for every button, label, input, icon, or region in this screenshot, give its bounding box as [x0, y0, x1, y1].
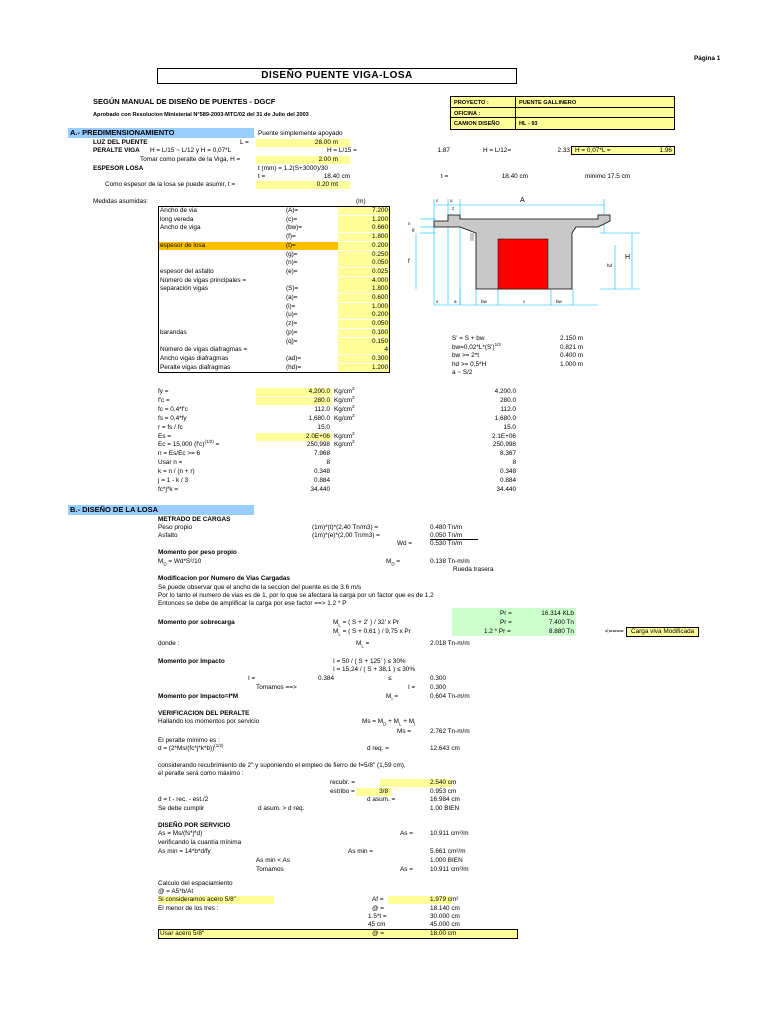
dim-name: Ancho vigas diafragmas	[160, 354, 229, 362]
support-note: Puente simplemente apoyado	[258, 130, 343, 137]
pr-value-3: 8.880 Tn	[548, 628, 574, 635]
espesor-asum-label: Como espesor de la losa se puede asumir, t =	[105, 181, 236, 188]
pr-value-2: 7.400 Tn	[548, 619, 574, 626]
dim-name: Ancho de via	[160, 207, 197, 214]
esp-final-box	[158, 929, 518, 939]
esp-header: Calculo del espaciamiento	[158, 880, 233, 887]
dim-value: 1.200	[372, 215, 388, 223]
diagram-label-g: g	[412, 227, 415, 232]
dim-name: espesor de losa	[160, 241, 206, 249]
esp-acero-label: Si consideramos acero 5/8"	[158, 896, 236, 903]
dim-name: Número de vigas principales =	[160, 276, 247, 284]
dim-value: 0.050	[372, 320, 388, 328]
derived-value: 0.821 m	[560, 343, 584, 351]
truck-value: HL - 93	[519, 121, 538, 127]
verif-ms-value: 2.762 Tn-m/m	[430, 728, 470, 735]
msob-header: Momento por sobrecarga	[158, 619, 235, 626]
recub-line1: considerando recubrimiento de 2" y suponiendo el empleo de fierro de f=5/8" (1,59 cm),	[158, 762, 406, 769]
modif-header: Modificacion por Numero de Vias Cargadas	[158, 575, 290, 582]
diagram-label-c: c	[436, 198, 439, 203]
dim-symbol: (c)=	[286, 215, 298, 223]
page-number: Página 1	[694, 55, 721, 62]
dim-name: espesor del asfalto	[160, 267, 214, 275]
dim-name: barandas	[160, 328, 187, 336]
peralte-take-label: Tomar como peralte de la Viga, H =	[140, 156, 241, 163]
peralte-h2-label: H = L/12=	[483, 147, 512, 154]
esp-45-value: 45.000 cm	[430, 921, 460, 928]
serv-tomamos-as-label: As =	[400, 866, 413, 873]
espesor-t2-label: t =	[441, 173, 449, 180]
metrado-row2-label: Asfalto	[158, 532, 178, 539]
metrado-row2-formula: (1m)*(e)*(2,00 Tn/m3) =	[312, 532, 380, 539]
dim-symbol: (f)=	[286, 233, 296, 241]
peralte-label: PERALTE VIGA	[93, 147, 140, 154]
property-value: 15.0	[317, 423, 330, 431]
peralte-expr: H = L/15 ~ L/12 y H = 0,07*L	[150, 147, 232, 154]
espesor-t2-value: 18.40 cm	[501, 173, 528, 180]
metrado-row2-value: 0.050 Tn/m	[430, 532, 463, 539]
property-label: n = Es/Ec >= 6	[158, 450, 201, 458]
property-label: j = 1 - k / 3	[158, 477, 189, 484]
mimp-le: ≤	[388, 675, 392, 682]
property-check-value: 4,200.0	[494, 388, 516, 395]
dim-symbol: (A)=	[286, 207, 299, 214]
mpp-header: Momento por peso propio	[158, 549, 237, 556]
approval-text: Aprobado con Resolucion Ministerial N°589-2003-MTC/02 del 31 de Julio del 2003	[93, 112, 309, 118]
mimp-formula-1: I = 50 / ( S + 125' ) ≤ 30%	[333, 658, 406, 665]
estribo-value: 0.953 cm	[430, 788, 457, 795]
property-label: Usar n =	[158, 459, 183, 467]
dim-value: 0.250	[372, 250, 388, 258]
derived-label: bw >= 2*t	[452, 352, 480, 360]
serv-asmin-value: 5.661 cm²/m	[430, 848, 466, 855]
property-unit: $Kg/cm^2$	[334, 394, 355, 404]
property-unit: $Kg/cm^2$	[334, 439, 355, 449]
dim-value: 0.200	[372, 311, 388, 319]
verif-line2: El peralte mínimo es :	[158, 737, 220, 744]
truck-label: CAMION DISEÑO	[454, 121, 500, 127]
espesor-asum-value: 0.20 mt	[256, 181, 350, 189]
pr-label-1: Pr =	[500, 610, 512, 617]
dim-name: long vereda	[160, 215, 194, 223]
esp-menor-label: El menor de los tres :	[158, 905, 219, 912]
property-check-value: 8.367	[500, 450, 516, 458]
diagram-label-bw: bw	[481, 299, 487, 304]
mimp-moment-label: Momento por Impacto=I*M	[158, 693, 239, 700]
luz-value: 28.00 m	[256, 139, 350, 147]
serv-asmin-label: As min =	[348, 848, 374, 855]
verif-formula: $Ms = M_D + M_L + M_I$	[362, 718, 416, 727]
section-a-title: A.- PREDIMENSIONAMIENTO	[70, 128, 175, 137]
property-label: r = fs / fc	[158, 423, 183, 431]
verif-line1: Hallando los momentos por servicio	[158, 718, 260, 725]
mimp-formula-2: I = 15,24 / ( S + 38,1 ) ≤ 30%	[333, 666, 416, 673]
metrado-wd-label: Wd =	[397, 540, 413, 547]
dim-value: 0.025	[372, 267, 388, 275]
metrado-header: METRADO DE CARGAS	[158, 516, 231, 523]
metrado-row1-value: 0.480 Tn/m	[430, 524, 463, 531]
d-asum-label: d asum. =	[367, 796, 396, 803]
derived-label: a ~ S/2	[452, 369, 473, 377]
modif-line2: Por lo tanto el numero de vias es de 1, por lo que se afectara la carga por un factor que es de 1.2	[158, 592, 434, 599]
derived-label: S' = S + bw	[452, 335, 485, 342]
dim-symbol: (t)=	[286, 241, 296, 249]
property-label: fc = 0,4*f'c	[158, 405, 188, 413]
property-label: Ec = 15,000 $(f'c)^{(1/2)}$ =	[158, 439, 220, 449]
property-label: k = n / (n + r)	[158, 468, 195, 476]
estribo-label: estribo =	[330, 788, 355, 795]
esp-af-label: Af =	[372, 896, 384, 903]
mimp-i-result-label: I =	[408, 684, 416, 691]
dim-symbol: (e)=	[286, 267, 298, 275]
metrado-row1-label: Peso propio	[158, 524, 193, 531]
peralte-take-value: 2.00 m	[256, 156, 350, 164]
dim-value: 1.800	[372, 233, 388, 241]
mimp-i-label: I =	[248, 675, 256, 682]
metrado-row1-formula: (1m)*(t)*(2,40 Tn/m3) =	[312, 524, 379, 531]
mimp-i-result-value: 0.300	[430, 684, 446, 691]
luz-label: LUZ DEL PUENTE	[93, 139, 148, 146]
property-value: 4,200.0	[256, 388, 332, 396]
property-label: fy =	[158, 388, 169, 395]
modif-line3: Entonces se debe de amplificar la carga por ese factor ==> 1.2 * P	[158, 600, 347, 607]
serv-as-value: 10.911 cm²/m	[430, 830, 469, 837]
dim-symbol: (z)=	[286, 320, 298, 328]
dim-symbol: (S)=	[286, 285, 299, 293]
espesor-min: minimo 17.5 cm	[585, 173, 631, 180]
derived-value: 2.150 m	[560, 335, 584, 342]
msob-donde: donde :	[158, 640, 180, 647]
property-value: 1,680.0	[308, 414, 330, 422]
serv-formula: As = Ms/(fs*j*d)	[158, 830, 203, 837]
property-label: fs = 0,4*fy	[158, 414, 187, 422]
d-formula: d = t - rec. - est./2	[158, 796, 209, 803]
dim-value: 0.200	[372, 241, 388, 249]
property-check-value: 112.0	[500, 405, 516, 413]
property-unit: $Kg/cm^2$	[334, 403, 355, 413]
verif-ms-label: Ms =	[397, 728, 412, 735]
mpp-formula: $M_D = Wd*S^2/10$	[158, 558, 202, 567]
property-value: 280.0	[256, 397, 332, 405]
diagram-label-z: z	[452, 206, 455, 211]
msob-result-value: 2.018 Tn-m/m	[430, 640, 470, 647]
pr-label-3: 1.2 * Pr =	[484, 628, 511, 635]
derived-label: hd >= 0,5*H	[452, 360, 487, 368]
document-title: DISEÑO PUENTE VIGA-LOSA	[157, 68, 517, 84]
esp-at-label: @ =	[372, 905, 384, 912]
property-value: 34.440	[310, 485, 330, 493]
diagram-label-u: u	[450, 198, 453, 203]
property-value: 112.0	[314, 405, 330, 413]
serv-asmin-formula: As min = 14*b*d/fy	[158, 848, 211, 855]
property-unit: $Kg/cm^2$	[334, 385, 355, 395]
dim-value: 4.000	[372, 276, 388, 284]
derived-value: 1.000 m	[560, 360, 584, 368]
espesor-formula: t (mm) = 1.2(S+3000)/30	[258, 165, 328, 172]
property-value: 8	[326, 459, 330, 467]
check-result: 1.00 BIEN	[430, 805, 460, 812]
verif-formula-2: $d = (2*Ms/(fc*j*k*b))^{(1/2)}$	[158, 742, 224, 752]
recub-value: 2.540 cm	[430, 779, 457, 786]
diagram-label-a: A	[520, 197, 525, 204]
luz-symbol: L =	[240, 139, 249, 146]
dim-value: 0.050	[372, 259, 388, 267]
property-check-value: 1,680.0	[494, 414, 516, 422]
serv-tomamos-as-value: 10.911 cm²/m	[430, 866, 469, 873]
dim-value: 7.200	[372, 207, 388, 214]
esp-af-value: 1.979 cm²	[430, 896, 459, 903]
dim-symbol: (n)=	[286, 259, 298, 267]
mimp-moment-result-label: $M_I$ =	[386, 693, 399, 702]
dim-name: separación vigas	[160, 285, 208, 293]
property-check-value: 8	[512, 459, 516, 467]
esp-final-at-label: @ =	[372, 930, 384, 937]
diagram-label-s: s	[436, 299, 439, 304]
section-b-title: B.- DISEÑO DE LA LOSA	[70, 505, 159, 514]
peralte-h1-label: H = L/15 =	[327, 147, 357, 154]
dim-value: 0.600	[372, 294, 388, 301]
diagram-label-f: f	[408, 259, 410, 265]
property-check-value: 2.1E+06	[492, 432, 516, 440]
medidas-label: Medidas asumidas:	[93, 198, 149, 205]
esp-15t-label: 1.5*t =	[368, 913, 387, 920]
msob-formula-2: $M_L$ = ( S + 0,61 ) / 9,75 x Pr	[333, 628, 411, 637]
peralte-h1-value: 1.87	[437, 147, 450, 154]
serv-compare: As min < As	[256, 857, 290, 864]
estribo-fraction: 3/8	[356, 788, 392, 796]
bridge-cross-section-diagram	[400, 193, 650, 313]
property-label: fc*j*k =	[158, 485, 179, 493]
property-check-value: 0.348	[500, 468, 516, 476]
modif-line1: Se puede observar que el ancho de la seccion del puente es de 3.6 m/s	[158, 584, 362, 591]
esp-at-value: 18.140 cm	[430, 905, 460, 912]
dim-symbol: (p)=	[286, 328, 298, 336]
property-value: 0.348	[314, 468, 330, 476]
mimp-moment-result-value: 0.604 Tn-m/m	[430, 693, 470, 700]
serv-header: DISEÑO POR SERVICIO	[158, 822, 231, 829]
dim-value: 1.200	[372, 363, 388, 371]
verif-header: VERIFICACION DEL PERALTE	[158, 710, 250, 717]
dim-name: Peralte vigas diafragmas	[160, 363, 231, 371]
msob-formula-1: $M_L$ = ( S + 2' ) / 32' x Pr	[333, 619, 400, 628]
serv-compare-result: 1.000 BIEN	[430, 857, 463, 864]
medidas-unit: (m)	[356, 198, 366, 205]
serv-verify-label: verificando la cuantía mínima	[158, 839, 242, 846]
dim-symbol: (ad)=	[286, 354, 302, 362]
check-label: Se debe cumplir	[158, 805, 205, 812]
dim-name: Número de vigas diafragmas =	[160, 346, 248, 354]
property-unit: $Kg/cm^2$	[334, 430, 355, 440]
project-value: PUENTE GALLINERO	[519, 100, 577, 106]
property-label: f'c =	[158, 396, 170, 404]
msob-result-label: $M_L$ =	[356, 640, 370, 649]
dim-symbol: (hd)=	[286, 363, 302, 371]
diagram-label-n: n	[408, 221, 411, 226]
dim-symbol: (u)=	[286, 311, 298, 319]
pr-label-2: Pr =	[500, 619, 512, 626]
mimp-i-value: 0.384	[318, 675, 334, 682]
pr-value-1: 16.314 KLb	[541, 610, 574, 617]
mimp-header: Momento por Impacto	[158, 658, 225, 665]
verif-dreq-value: 12.643 cm	[430, 745, 460, 752]
peralte-h2-value: 2.33	[557, 147, 570, 154]
diagram-label-a-small: a	[454, 299, 457, 304]
dim-symbol: (a)=	[286, 294, 298, 301]
recub-line2: el peralte será como máximo :	[158, 770, 244, 777]
serv-as-label: As =	[400, 830, 413, 837]
project-label: PROYECTO :	[454, 100, 489, 106]
esp-final-label: Usar acero 5/8"	[160, 930, 205, 937]
dim-name: Ancho de viga	[160, 224, 201, 232]
property-check-value: 0.884	[500, 477, 516, 484]
subtitle: SEGÚN MANUAL DE DISEÑO DE PUENTES - DGCF	[93, 97, 276, 106]
pr-arrow: <====	[605, 628, 624, 635]
serv-tomamos-label: Tomamos	[256, 866, 284, 873]
peralte-h3-label: H = 0,07*L =	[575, 147, 611, 154]
peralte-h3-value: 1.96	[659, 147, 672, 154]
diagram-label-c-bottom: c	[523, 299, 526, 304]
property-value: 2.0E+06	[256, 433, 332, 441]
mimp-tomamos: Tomamos ==>	[256, 684, 297, 691]
dim-value: 4	[384, 346, 388, 354]
dim-value: 1.000	[372, 302, 388, 310]
dim-value: 0.660	[372, 224, 388, 232]
dim-symbol: (q)=	[286, 337, 298, 345]
esp-formula: @ = A5*b/At	[158, 888, 194, 895]
diagram-label-h: H	[625, 254, 631, 261]
derived-label: $bw=0,02*L*(S')^{1/2}$	[452, 341, 501, 351]
mimp-le-value: 0.300	[430, 675, 446, 682]
espesor-label: ESPESOR LOSA	[93, 165, 144, 172]
verif-dreq-label: d req. =	[367, 745, 389, 752]
property-label: Es =	[158, 432, 171, 440]
mpp-result-label: $M_D$ =	[386, 558, 401, 567]
derived-value: 0.400 m	[560, 352, 584, 360]
dim-value: 1.800	[372, 285, 388, 293]
d-asum-value: 16.984 cm	[430, 796, 460, 803]
office-label: OFICINA :	[454, 111, 481, 117]
property-check-value: 15.0	[503, 423, 516, 431]
dim-symbol: (i)=	[286, 302, 296, 310]
esp-45-label: 45 cm	[368, 921, 386, 928]
dim-value: 0.300	[372, 354, 388, 362]
recub-label: recubr. =	[330, 779, 356, 786]
diagram-label-hd: hd	[607, 263, 613, 268]
mpp-note: Rueda trasera	[453, 566, 494, 573]
property-value: 7.968	[314, 450, 330, 458]
dim-symbol: (g)=	[286, 250, 298, 258]
dim-value: 0.100	[372, 328, 388, 336]
check-formula: d asum. > d req.	[258, 805, 305, 812]
property-value: 250,998	[306, 441, 330, 449]
espesor-t1-label: t =	[258, 173, 266, 180]
property-check-value: 34.440	[496, 485, 516, 493]
property-value: 0.884	[314, 477, 330, 484]
carga-viva-modificada-tag: Carga viva Modificada	[626, 627, 699, 637]
dim-symbol: (bw)=	[286, 224, 303, 232]
property-check-value: 250,998	[492, 441, 516, 449]
espesor-t1-value: 18.40 cm	[323, 173, 350, 180]
diagram-label-bw-right: bw	[556, 299, 562, 304]
mpp-result-value: 0.138 Tn-m/m	[430, 558, 470, 565]
metrado-wd-value: 0.530 Tn/m	[430, 540, 463, 547]
esp-final-value: 18.00 cm	[430, 930, 457, 937]
property-check-value: 280.0	[500, 396, 516, 404]
property-unit: $Kg/cm^2$	[334, 412, 355, 422]
dim-value: 0.150	[372, 337, 388, 345]
esp-15t-value: 30.000 cm	[430, 913, 460, 920]
